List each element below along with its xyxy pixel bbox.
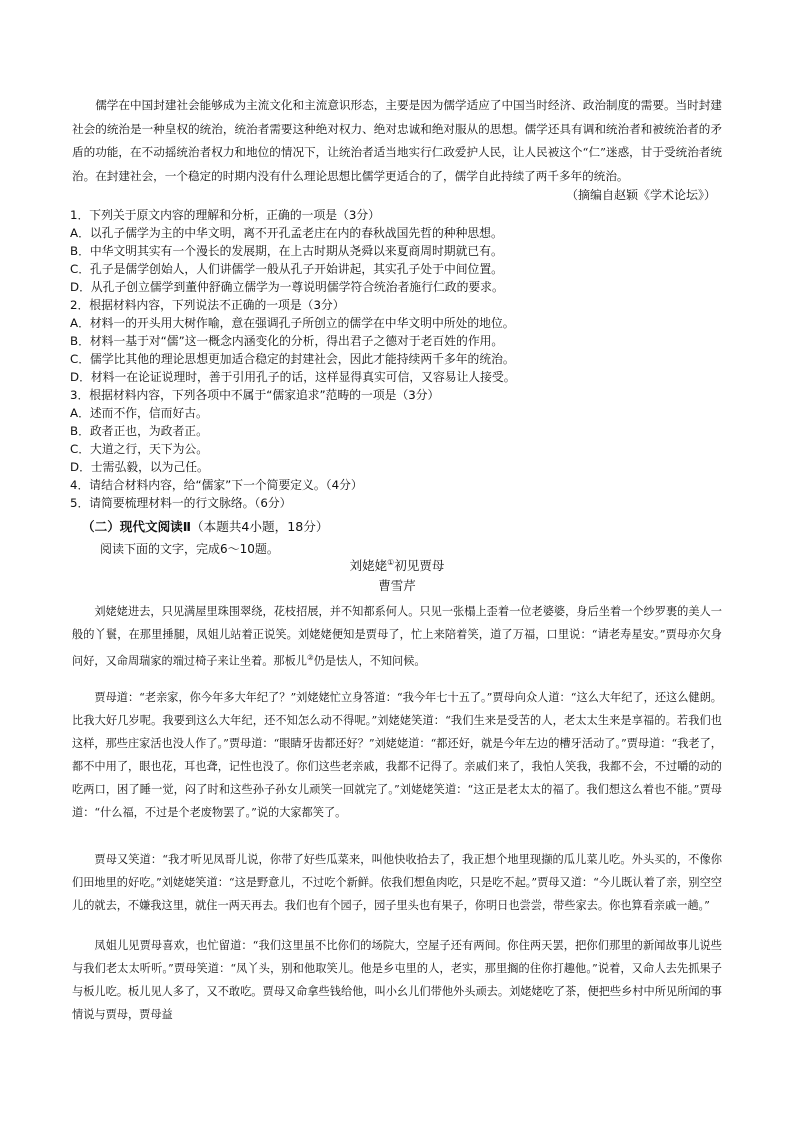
question-1-option-a: A．以孔子儒学为主的中华文明，离不开孔孟老庄在内的春秋战国先哲的种种思想。 [70,226,503,240]
footnote-marker-2: ② [306,653,314,662]
question-2-option-d: D．材料一在论证说理时，善于引用孔子的话，这样显得真实可信，又容易让人接受。 [70,370,516,384]
question-1-stem: 1．下列关于原文内容的理解和分析，正确的一项是（3分） [70,208,380,222]
question-3-stem: 3．根据材料内容，下列各项中不属于“儒家追求”范畴的一项是（3分） [70,388,440,402]
story-title [0,556,794,574]
story-paragraph-4: 凤姐儿见贾母喜欢，也忙留道：“我们这里虽不比你们的场院大，空屋子还有两间。你住两天罢，把你们那里的新闻故事儿说些与我们老太太听听。”贾母笑道：“凤丫头，别和他取笑儿。他是乡屯里的人，老实，那里搁的住你打趣他。”说着，又命人去先抓果子与板儿吃。板儿见人多了，又不敢吃。贾母又命拿些钱给他，叫小幺儿们带他外头顽去。刘姥姥吃了茶，便把些乡村中所见所闻的事情说与贾母，贾母益 [72,939,722,1021]
question-5-stem: 5．请简要梳理材料一的行文脉络。（6分） [70,496,292,510]
footnote-marker-1: ① [387,557,395,567]
question-2-option-b: B．材料一基于对“儒”这一概念内涵变化的分析，得出君子之德对于老百姓的作用。 [70,334,504,348]
question-3-option-c: C．大道之行，天下为公。 [70,442,209,456]
story-author: 曹雪芹 [378,578,416,593]
story-title-rest: 初见贾母 [394,558,445,573]
question-3-option-b: B．政者正也，为政者正。 [70,424,208,438]
story-paragraph-2: 贾母道：“老亲家，你今年多大年纪了？”刘姥姥忙立身答道：“我今年七十五了。”贾母向众人道：“这么大年纪了，还这么健朗。比我大好几岁呢。我要到这么大年纪，还不知怎么动不得呢。”刘姥姥笑道：“我们生来是受苦的人，老太太生来是享福的。若我们也这样，那些庄家活也没人作了。”贾母道：“眼睛牙齿都还好？”刘姥姥道：“都还好，就是今年左边的槽牙活动了。”贾母道：“我老了，都不中用了，眼也花，耳也聋，记性也没了。你们这些老亲戚，我都不记得了。亲戚们来了，我怕人笑我，我都不会，不过嚼的动的吃两口，困了睡一觉，闷了时和这些孙子孙女儿顽笑一回就完了。”刘姥姥笑道：“这正是老太太的福了。我们想这么着也不能。”贾母道：“什么福，不过是个老废物罢了。”说的大家都笑了。 [72,691,722,819]
story-paragraph-3: 贾母又笑道：“我才听见凤哥儿说，你带了好些瓜菜来，叫他快收拾去了，我正想个地里现撷的瓜儿菜儿吃。外头买的，不像你们田地里的好吃。”刘姥姥笑道：“这是野意儿，不过吃个新鲜。依我们想鱼肉吃，只是吃不起。”贾母又道：“今儿既认着了亲，别空空儿的就去，不嫌我这里，就住一两天再去。我们也有个园子，园子里头也有果子，你明日也尝尝，带些家去。你也算看亲戚一趟。” [72,853,722,912]
question-2-option-a: A．材料一的开头用大树作喻，意在强调孔子所创立的儒学在中华文明中所处的地位。 [70,316,515,330]
question-3-option-d: D．士需弘毅，以为己任。 [70,460,209,474]
question-3-option-a: A．述而不作，信而好古。 [70,406,208,420]
story-paragraph-1-tail: 仍是怯人，不知问候。 [313,654,426,668]
passage-paragraph: 儒学在中国封建社会能够成为主流文化和主流意识形态，主要是因为儒学适应了中国当时经济、政治制度的需要。当时封建社会的统治是一种皇权的统治，统治者需要这种绝对权力、绝对忠诚和绝对服从的思想。儒学还具有调和统治者和被统治者的矛盾的功能，在不动摇统治者权力和地位的情况下，让统治者适当地实行仁政爱护人民，让人民被这个“仁”迷惑，甘于受统治者统治。在封建社会，一个稳定的时期内没有什么理论思想比儒学更适合的了，儒学自此持续了两千多年的统治。 [72,98,722,183]
question-1-option-c: C．孔子是儒学创始人，人们讲儒学一般从孔子开始讲起，其实孔子处于中间位置。 [70,262,503,276]
section-heading-text: （二）现代文阅读Ⅱ [82,519,192,534]
question-1-option-d: D．从孔子创立儒学到董仲舒确立儒学为一尊说明儒学符合统治者施行仁政的要求。 [70,280,504,294]
question-1-option-b: B．中华文明其实有一个漫长的发展期，在上古时期从尧舜以来夏商周时期就已有。 [70,244,503,258]
section-note: （本题共4小题，18分） [191,519,329,534]
passage-source: （摘编自赵颖《学术论坛》） [565,188,716,202]
story-paragraph-1-text: 刘姥姥进去，只见满屋里珠围翠绕，花枝招展，并不知都系何人。只见一张榻上歪着一位老婆婆，身后坐着一个纱罗裹的美人一般的丫鬟，在那里捶腿，凤姐儿站着正说笑。刘姥姥便知是贾母了，忙上来陪着笑，道了万福，口里说：“请老寿星安。”贾母亦欠身问好，又命周瑞家的端过椅子来让坐着。那板儿 [72,605,722,668]
section-instruction: 阅读下面的文字，完成6～10题。 [100,542,279,556]
story-paragraph-1 [72,600,722,673]
story-title-name: 刘姥姥 [349,558,388,573]
question-4-stem: 4．请结合材料内容，给“儒家”下一个简要定义。（4分） [70,478,363,492]
question-2-stem: 2．根据材料内容，下列说法不正确的一项是（3分） [70,298,345,312]
question-2-option-c: C．儒学比其他的理论思想更加适合稳定的封建社会，因此才能持续两千多年的统治。 [70,352,515,366]
section-heading [82,516,328,535]
